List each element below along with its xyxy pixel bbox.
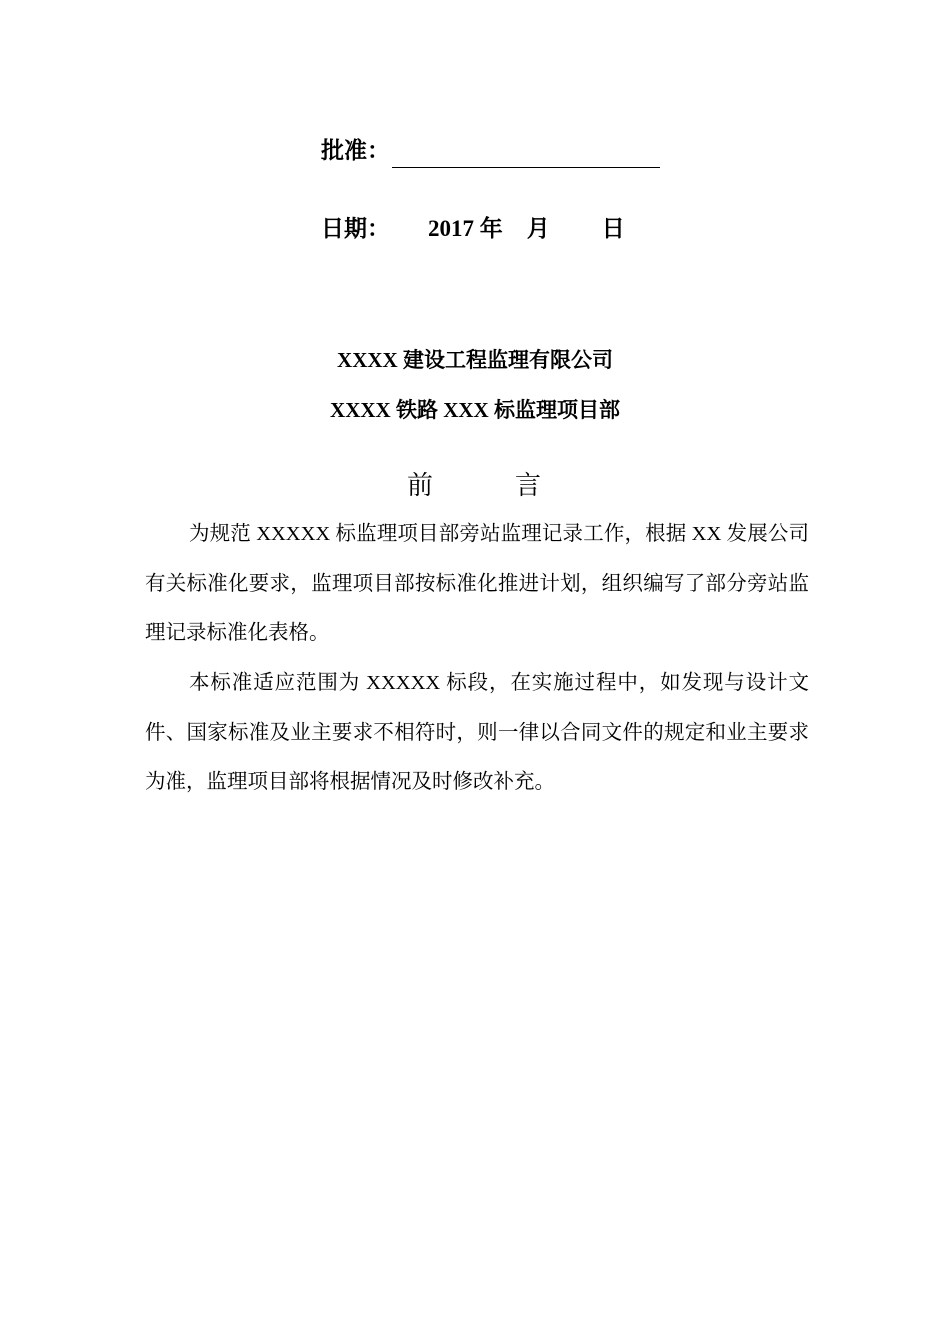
date-month: 月 bbox=[526, 216, 550, 241]
preface-title bbox=[0, 468, 950, 504]
approval-row bbox=[321, 134, 660, 168]
department-name: XXXX 铁路 XXX 标监理项目部 bbox=[330, 398, 620, 422]
preface-paragraph-1: 为规范 XXXXX 标监理项目部旁站监理记录工作，根据 XX 发展公司有关标准化要求，监理项目部按标准化推进计划，组织编写了部分旁站监理记录标准化表格。 bbox=[145, 523, 809, 644]
preface-title-right: 言 bbox=[515, 471, 544, 500]
approval-label: 批准： bbox=[321, 138, 390, 163]
date-row bbox=[321, 212, 625, 246]
company-name: XXXX 建设工程监理有限公司 bbox=[337, 348, 613, 372]
date-label: 日期： bbox=[321, 216, 390, 241]
date-year: 2017 年 bbox=[428, 216, 503, 241]
date-day: 日 bbox=[601, 216, 625, 241]
approval-signature-line bbox=[392, 139, 660, 168]
preface-paragraph-2: 本标准适应范围为 XXXXX 标段，在实施过程中，如发现与设计文件、国家标准及业主要求不相符时，则一律以合同文件的规定和业主要求为准，监理项目部将根据情况及时修改补充。 bbox=[145, 672, 809, 793]
preface-title-left: 前 bbox=[406, 471, 435, 500]
